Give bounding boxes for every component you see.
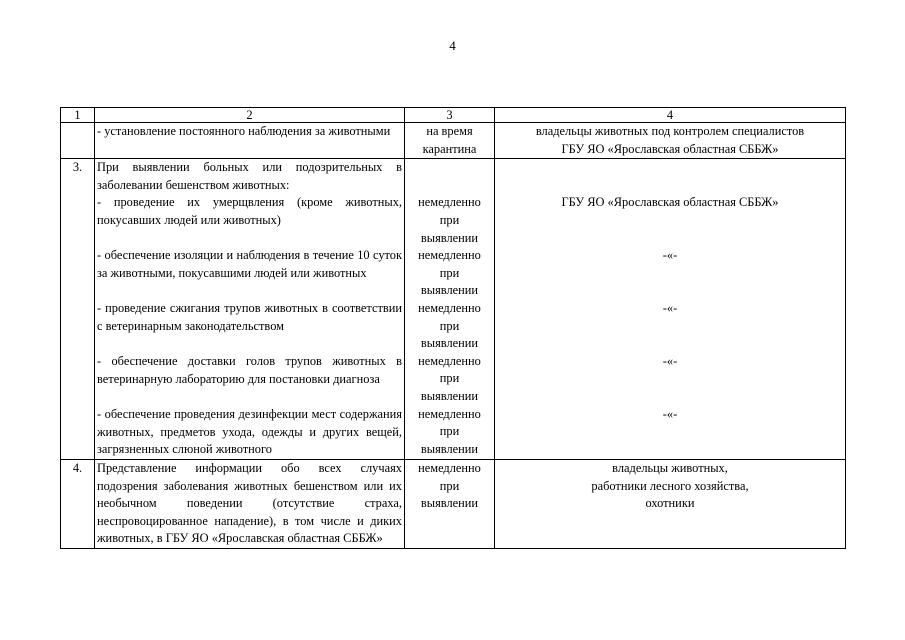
responsible-cell (495, 459, 846, 548)
deadline-line: при (439, 265, 460, 280)
action-item: - обеспечение изоляции и наблюдения в течение 10 суток за животными, покусавшими людей или животных (97, 248, 402, 280)
action-item: - проведение сжигания трупов животных в соответствии с ветеринарным законодательством (97, 301, 402, 333)
page-number: 4 (449, 38, 456, 53)
deadline-line: выявлении (420, 283, 479, 298)
responsible-line: ГБУ ЯО «Ярославская областная СББЖ» (561, 195, 779, 210)
deadline-line: при (439, 424, 460, 439)
responsible-line: ГБУ ЯО «Ярославская областная СББЖ» (561, 141, 779, 156)
deadline-line: немедленно (418, 460, 481, 475)
responsible-line: -«- (662, 406, 678, 421)
action-item: - обеспечение доставки голов трупов животных в ветеринарную лабораторию для постановки диагноза (97, 354, 402, 386)
action-text: - установление постоянного наблюдения за животными (95, 123, 405, 159)
deadline-line: выявлении (420, 230, 479, 245)
deadline-line: выявлении (420, 336, 479, 351)
deadline-line: немедленно (418, 248, 481, 263)
responsible-cell (495, 123, 846, 159)
row-number: 4. (61, 459, 95, 548)
deadline-line: при (439, 478, 460, 493)
header-col-1: 1 (61, 108, 95, 123)
table-row-4 (61, 459, 846, 548)
deadline-line: выявлении (420, 441, 479, 456)
row-intro: При выявлении больных или подозрительных в заболевании бешенством животных: (97, 160, 402, 192)
responsible-line: -«- (662, 248, 678, 263)
deadline-cell (405, 459, 495, 548)
deadline-line: выявлении (420, 496, 479, 511)
deadline-line: немедленно (418, 300, 481, 315)
header-col-4: 4 (495, 108, 846, 123)
responsible-line: -«- (662, 353, 678, 368)
deadline-line: немедленно (418, 353, 481, 368)
table-row-3 (61, 159, 846, 460)
deadline-line: карантина (422, 141, 477, 156)
deadline-line: немедленно (418, 406, 481, 421)
actions-cell (95, 159, 405, 460)
deadline-line: на время (426, 124, 473, 138)
responsible-line: работники лесного хозяйства, (591, 478, 749, 493)
responsible-line: владельцы животных под контролем специалистов (535, 124, 805, 138)
action-item: - проведение их умерщвления (кроме животных, покусавших людей или животных) (97, 195, 402, 227)
deadline-line: при (439, 318, 460, 333)
row-number: 3. (61, 159, 95, 460)
deadline-cell (405, 123, 495, 159)
responsible-line: охотники (645, 496, 695, 511)
deadline-cell (405, 159, 495, 460)
action-item: - обеспечение проведения дезинфекции мест содержания животных, предметов ухода, одежды и других вещей, загрязненных слюной животного (97, 407, 402, 457)
deadline-line: при (439, 212, 460, 227)
deadline-line: выявлении (420, 388, 479, 403)
header-col-3: 3 (405, 108, 495, 123)
deadline-line: немедленно (418, 195, 481, 210)
action-text: Представление информации обо всех случаях подозрения заболевания животных бешенством или их необычном поведении (отсутствие страха, неспровоцированное нападение), в том числе и диких животных, в ГБУ ЯО «Ярославская областная СББЖ» (95, 459, 405, 548)
deadline-line: при (439, 371, 460, 386)
responsible-line: владельцы животных, (612, 460, 728, 475)
table-header-row (61, 108, 846, 123)
header-col-2: 2 (95, 108, 405, 123)
table-row-continuation (61, 123, 846, 159)
responsible-line: -«- (662, 300, 678, 315)
responsible-cell (495, 159, 846, 460)
measures-table (60, 107, 846, 549)
row-number (61, 123, 95, 159)
